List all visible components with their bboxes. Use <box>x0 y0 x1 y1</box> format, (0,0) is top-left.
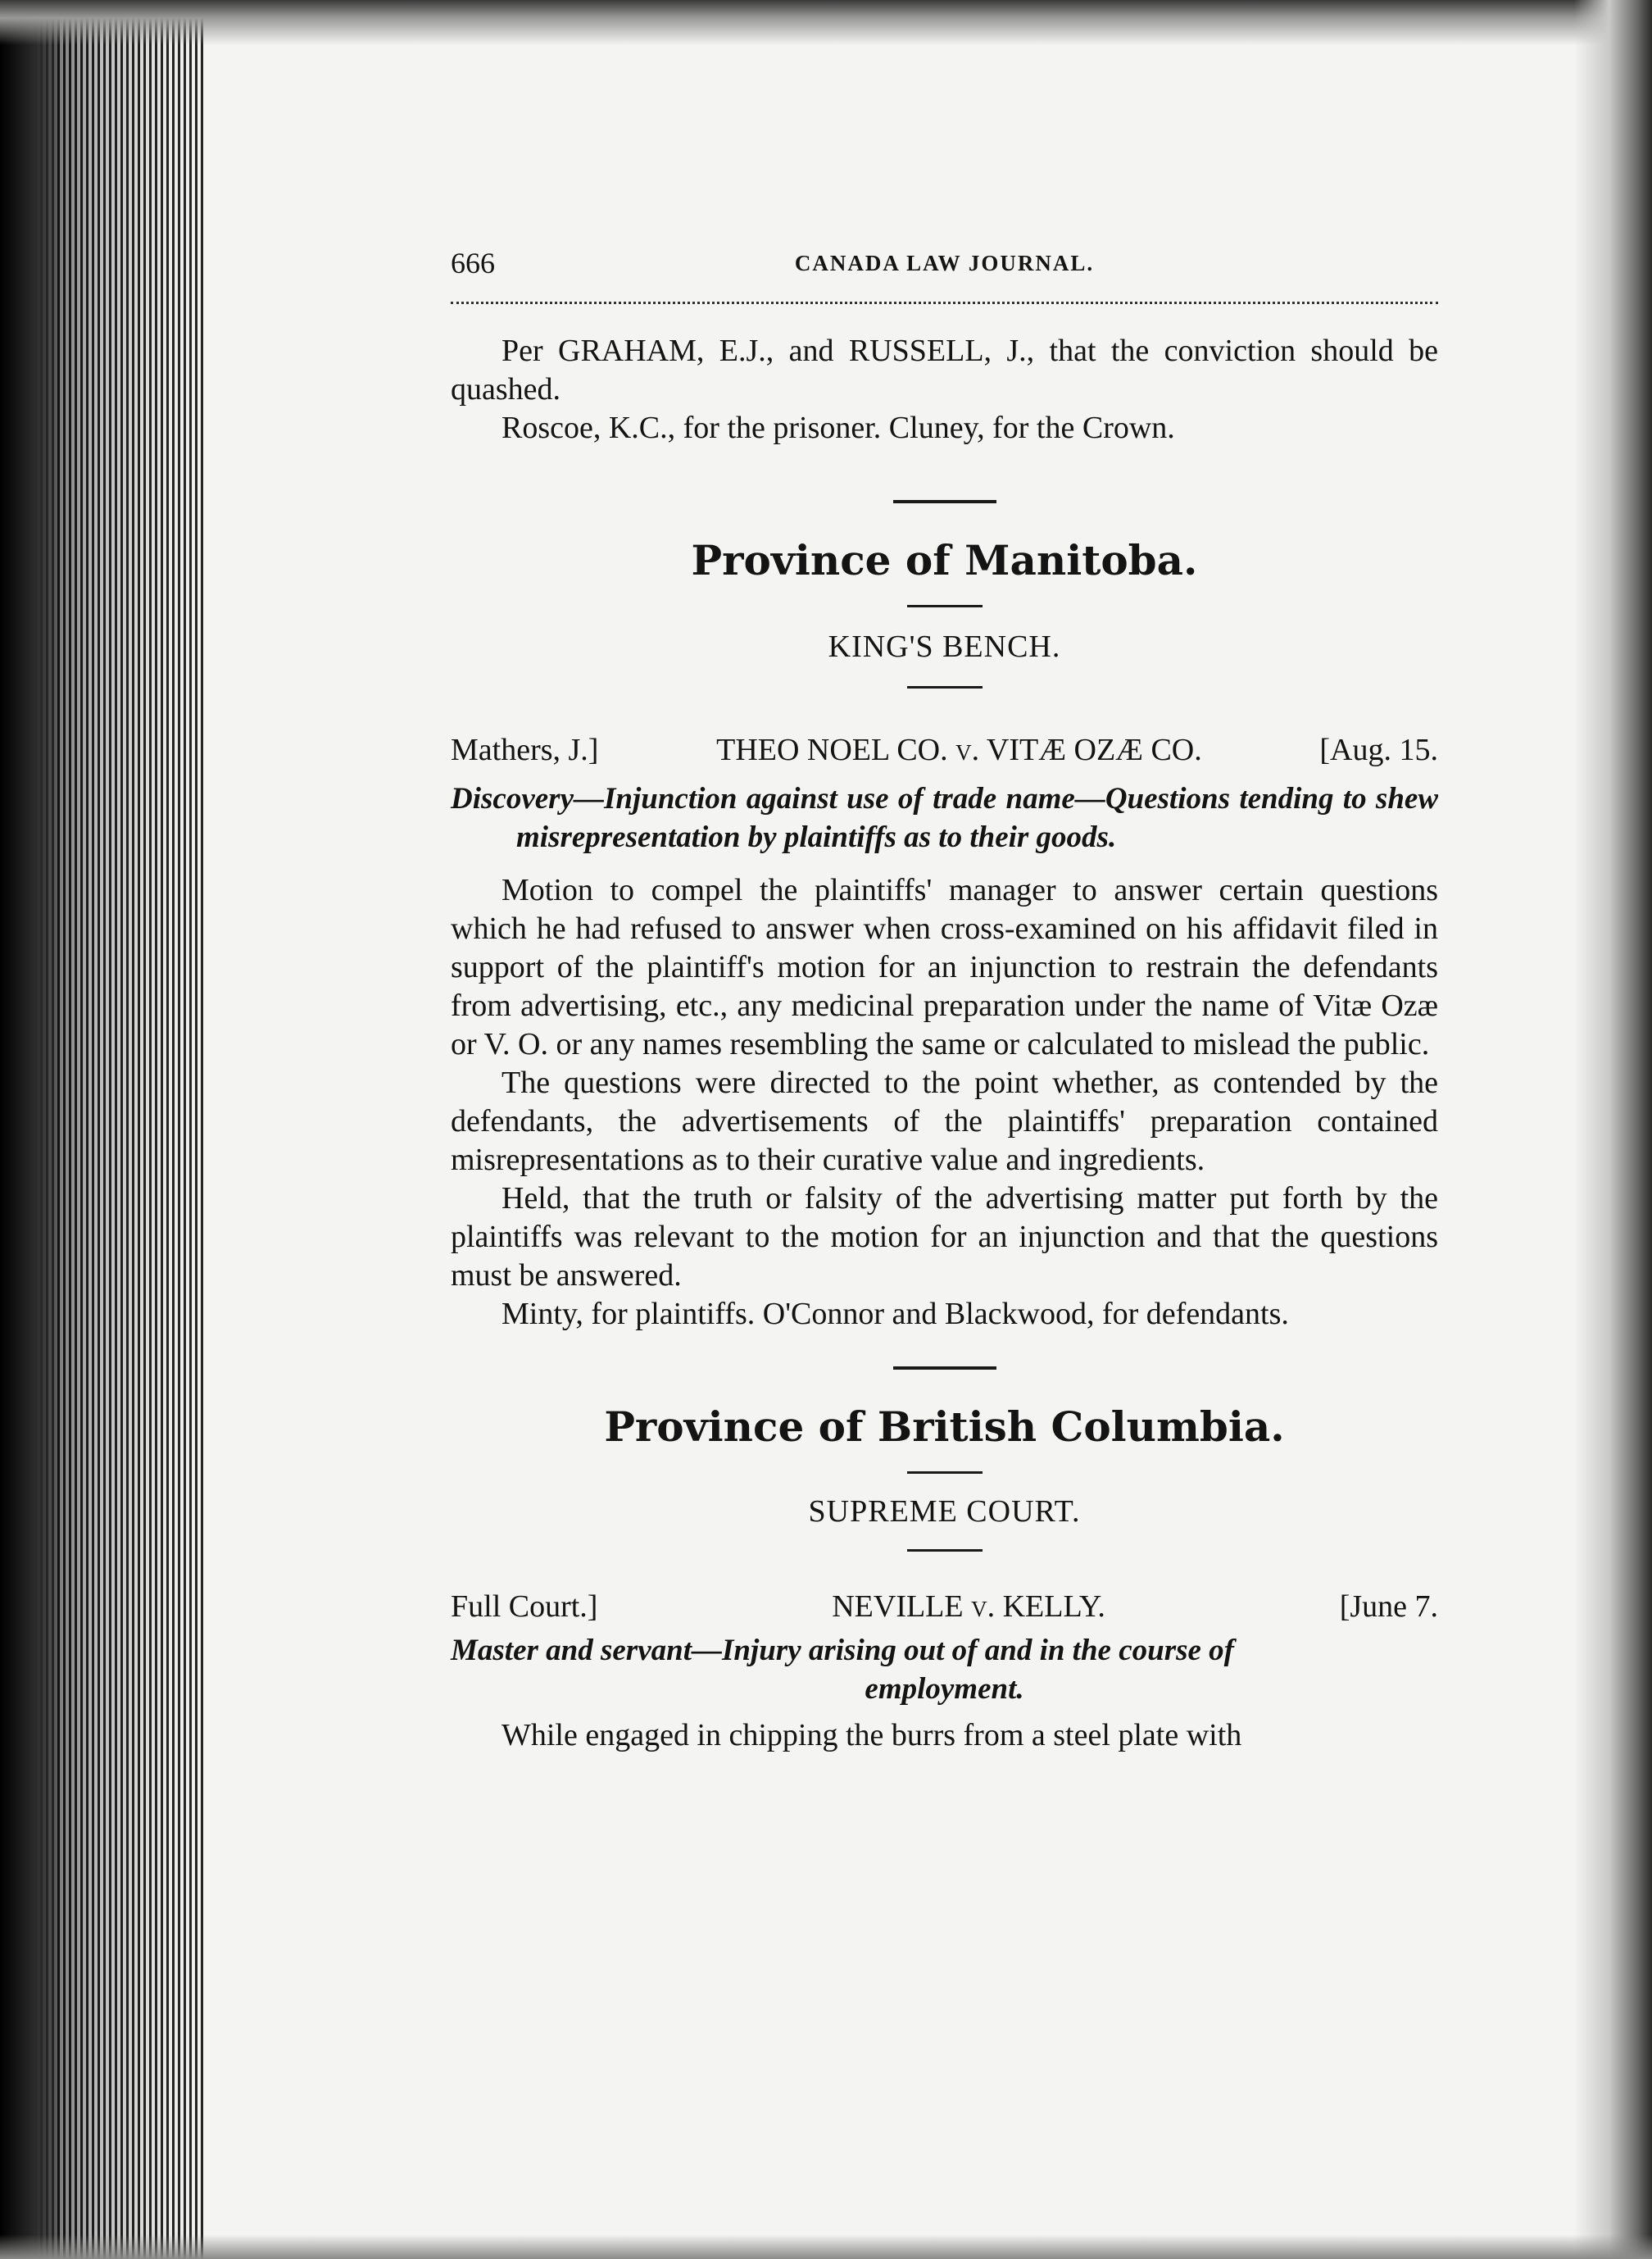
paragraph-motion: Motion to compel the plaintiffs' manager to answer certain questions which he had refused to answer when cross-examined on his affidavit filed in support of the plaintiff's motion for an injunction to restrain the defendants from advertising, etc., any medicinal preparation under the name of Vitæ Ozæ or V. O. or any names resembling the same or calculated to mislead the public. <box>451 873 1438 1061</box>
scan-top-edge <box>0 0 1652 45</box>
headnote-master-servant: Master and servant—Injury arising out of and in the course of <box>451 1634 1235 1667</box>
case-parties: NEVILLE v. KELLY. <box>832 1589 1105 1624</box>
case-judge: Mathers, J.] <box>451 733 599 767</box>
case-parties: THEO NOEL CO. v. VITÆ OZÆ CO. <box>716 733 1202 767</box>
court-heading-supreme-court: SUPREME COURT. <box>808 1494 1081 1529</box>
paragraph-counsel: Minty, for plaintiffs. O'Connor and Blackwood, for defendants. <box>502 1297 1289 1331</box>
page-number: 666 <box>451 247 495 280</box>
scan-right-edge <box>1574 0 1652 2259</box>
province-heading-british-columbia: Province of British Columbia. <box>604 1402 1285 1451</box>
headnote-master-servant-continued: employment. <box>865 1672 1024 1706</box>
case-judge: Full Court.] <box>451 1589 598 1624</box>
journal-title: CANADA LAW JOURNAL. <box>794 251 1095 275</box>
opening-paragraph: Per GRAHAM, E.J., and RUSSELL, J., that the conviction should be quashed. <box>451 334 1438 407</box>
province-heading-manitoba: Province of Manitoba. <box>691 536 1198 584</box>
scan-bottom-edge <box>0 2234 1652 2259</box>
court-heading-kings-bench: KING'S BENCH. <box>828 630 1061 664</box>
paragraph-chipping: While engaged in chipping the burrs from a steel plate with <box>502 1718 1242 1752</box>
running-head <box>451 246 1438 295</box>
paragraph-held: Held, that the truth or falsity of the advertising matter put forth by the plaintiffs was relevant to the motion for an injunction and that the questions must be answered. <box>451 1181 1438 1293</box>
opening-counsel: Roscoe, K.C., for the prisoner. Cluney, for the Crown. <box>502 411 1175 445</box>
case-line-neville <box>451 1588 1438 1626</box>
scan-binding-edge <box>0 0 57 2259</box>
journal-page <box>451 246 1438 1755</box>
case-date: [Aug. 15. <box>1319 733 1438 767</box>
case-line-theo-noel <box>451 731 1438 770</box>
case-date: [June 7. <box>1339 1589 1438 1624</box>
headnote-discovery: Discovery—Injunction against use of trade name—Questions tending to shew misrepresentation by plaintiffs as to their goods. <box>451 782 1438 854</box>
paragraph-questions: The questions were directed to the point whether, as contended by the defendants, the advertisements of the plaintiffs' preparation contained misrepresentations as to their curative value and ingredients. <box>451 1066 1438 1177</box>
